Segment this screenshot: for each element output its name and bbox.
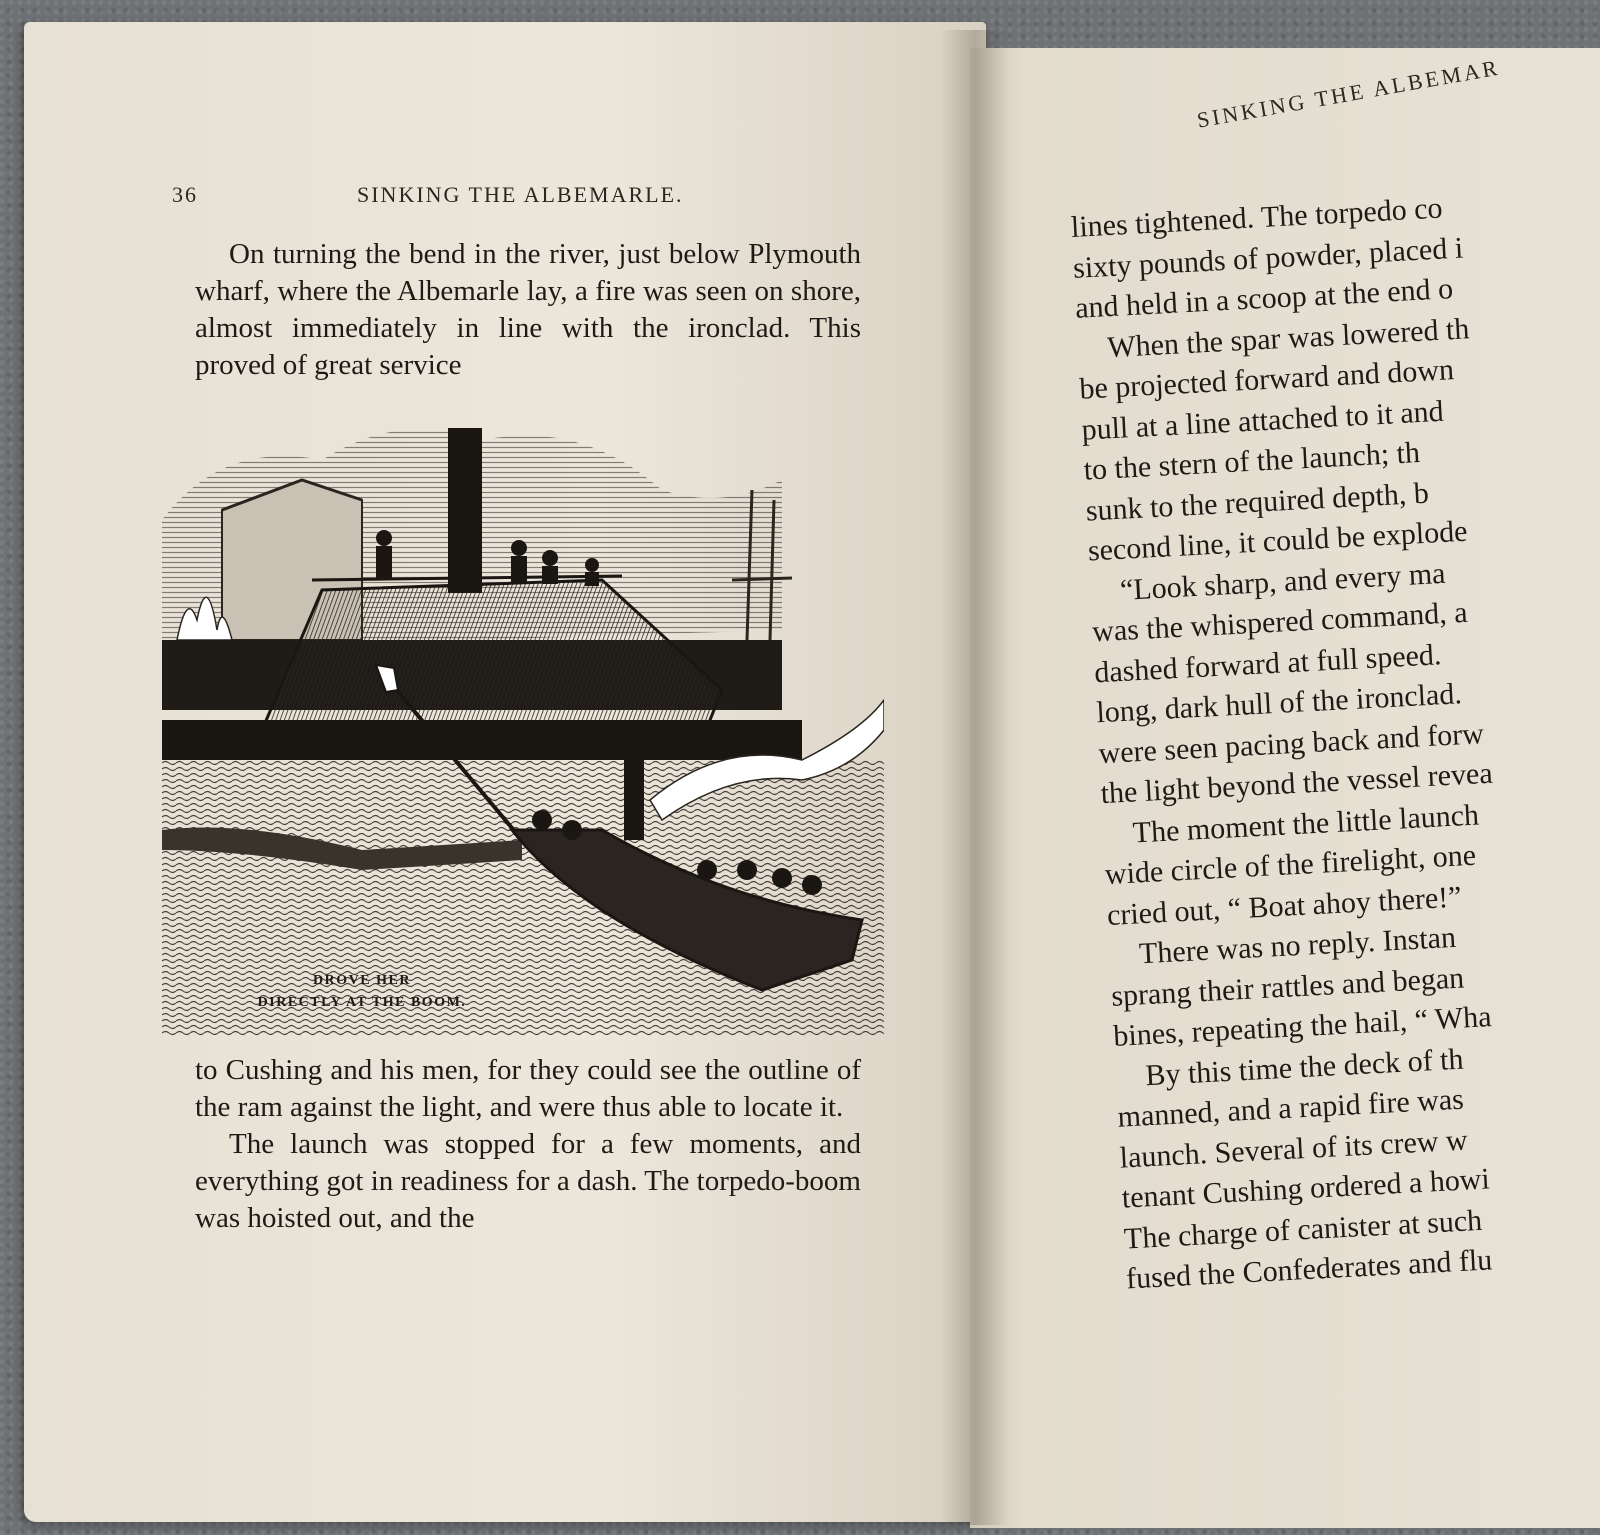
text-line: fused the Confederates and flu xyxy=(1125,1243,1494,1296)
text-line: pull at a line attached to it and xyxy=(1080,394,1445,447)
text-line: to the stern of the launch; th xyxy=(1082,436,1421,487)
text-line: cried out, “ Boat ahoy there!” xyxy=(1106,879,1463,932)
text-line: sixty pounds of powder, placed i xyxy=(1072,231,1464,285)
smokestack xyxy=(448,428,482,593)
text-line: manned, and a rapid fire was xyxy=(1116,1082,1465,1134)
text-line: When the spar was lowered th xyxy=(1106,311,1471,364)
text-line: The moment the little launch xyxy=(1131,797,1480,850)
illustration-caption xyxy=(232,970,492,1014)
text-line: “Look sharp, and every ma xyxy=(1119,556,1447,607)
text-line: dashed forward at full speed. xyxy=(1093,637,1443,689)
right-text-block xyxy=(1070,177,1600,1300)
paragraph: The launch was stopped for a few moments, and everything got in readiness for a dash. The torpedo-boom was hoisted out, and the xyxy=(195,1128,861,1234)
caption-line: DROVE HER xyxy=(313,973,411,988)
text-line: lines tightened. The torpedo co xyxy=(1070,191,1444,244)
text-line: bines, repeating the hail, “ Wha xyxy=(1112,1000,1493,1053)
text-line: There was no reply. Instan xyxy=(1138,920,1457,971)
text-line: sprang their rattles and began xyxy=(1110,960,1465,1013)
text-line: tenant Cushing ordered a howi xyxy=(1121,1162,1491,1215)
text-line: were seen pacing back and forw xyxy=(1097,716,1485,770)
caption-line: DIRECTLY AT THE BOOM. xyxy=(257,995,467,1010)
text-line: was the whispered command, a xyxy=(1091,595,1469,649)
text-line: and held in a scoop at the end o xyxy=(1074,272,1454,325)
text-line: wide circle of the firelight, one xyxy=(1104,838,1477,892)
text-line: By this time the deck of th xyxy=(1144,1042,1465,1092)
page-number: 36 xyxy=(172,182,198,207)
text-line: long, dark hull of the ironclad. xyxy=(1095,677,1463,730)
chapter-title: SINKING THE ALBEMARLE. xyxy=(357,182,684,207)
text-line: The charge of canister at such xyxy=(1123,1203,1483,1256)
text-line: the light beyond the vessel revea xyxy=(1099,756,1494,811)
paragraph: On turning the bend in the river, just below Plymouth wharf, where the Albemarle lay, a fire was seen on shore, almost immediately in line with the ironclad. This proved of great service xyxy=(195,238,861,381)
book-gutter xyxy=(940,30,1010,1525)
ironclad-hull xyxy=(162,720,802,760)
bottom-text-block xyxy=(195,1052,861,1237)
engraving-illustration xyxy=(162,400,884,1036)
text-line: launch. Several of its crew w xyxy=(1118,1122,1469,1175)
paragraph: to Cushing and his men, for they could see the outline of the ram against the light, and were thus able to locate it. xyxy=(195,1054,861,1123)
top-text-block xyxy=(195,236,861,384)
right-running-head: SINKING THE ALBEMAR xyxy=(1195,54,1502,133)
left-running-head xyxy=(172,182,872,212)
text-line: be projected forward and down xyxy=(1078,353,1455,406)
text-line: second line, it could be explode xyxy=(1087,514,1469,568)
launch-funnel xyxy=(624,760,644,840)
text-line: sunk to the required depth, b xyxy=(1084,476,1430,528)
